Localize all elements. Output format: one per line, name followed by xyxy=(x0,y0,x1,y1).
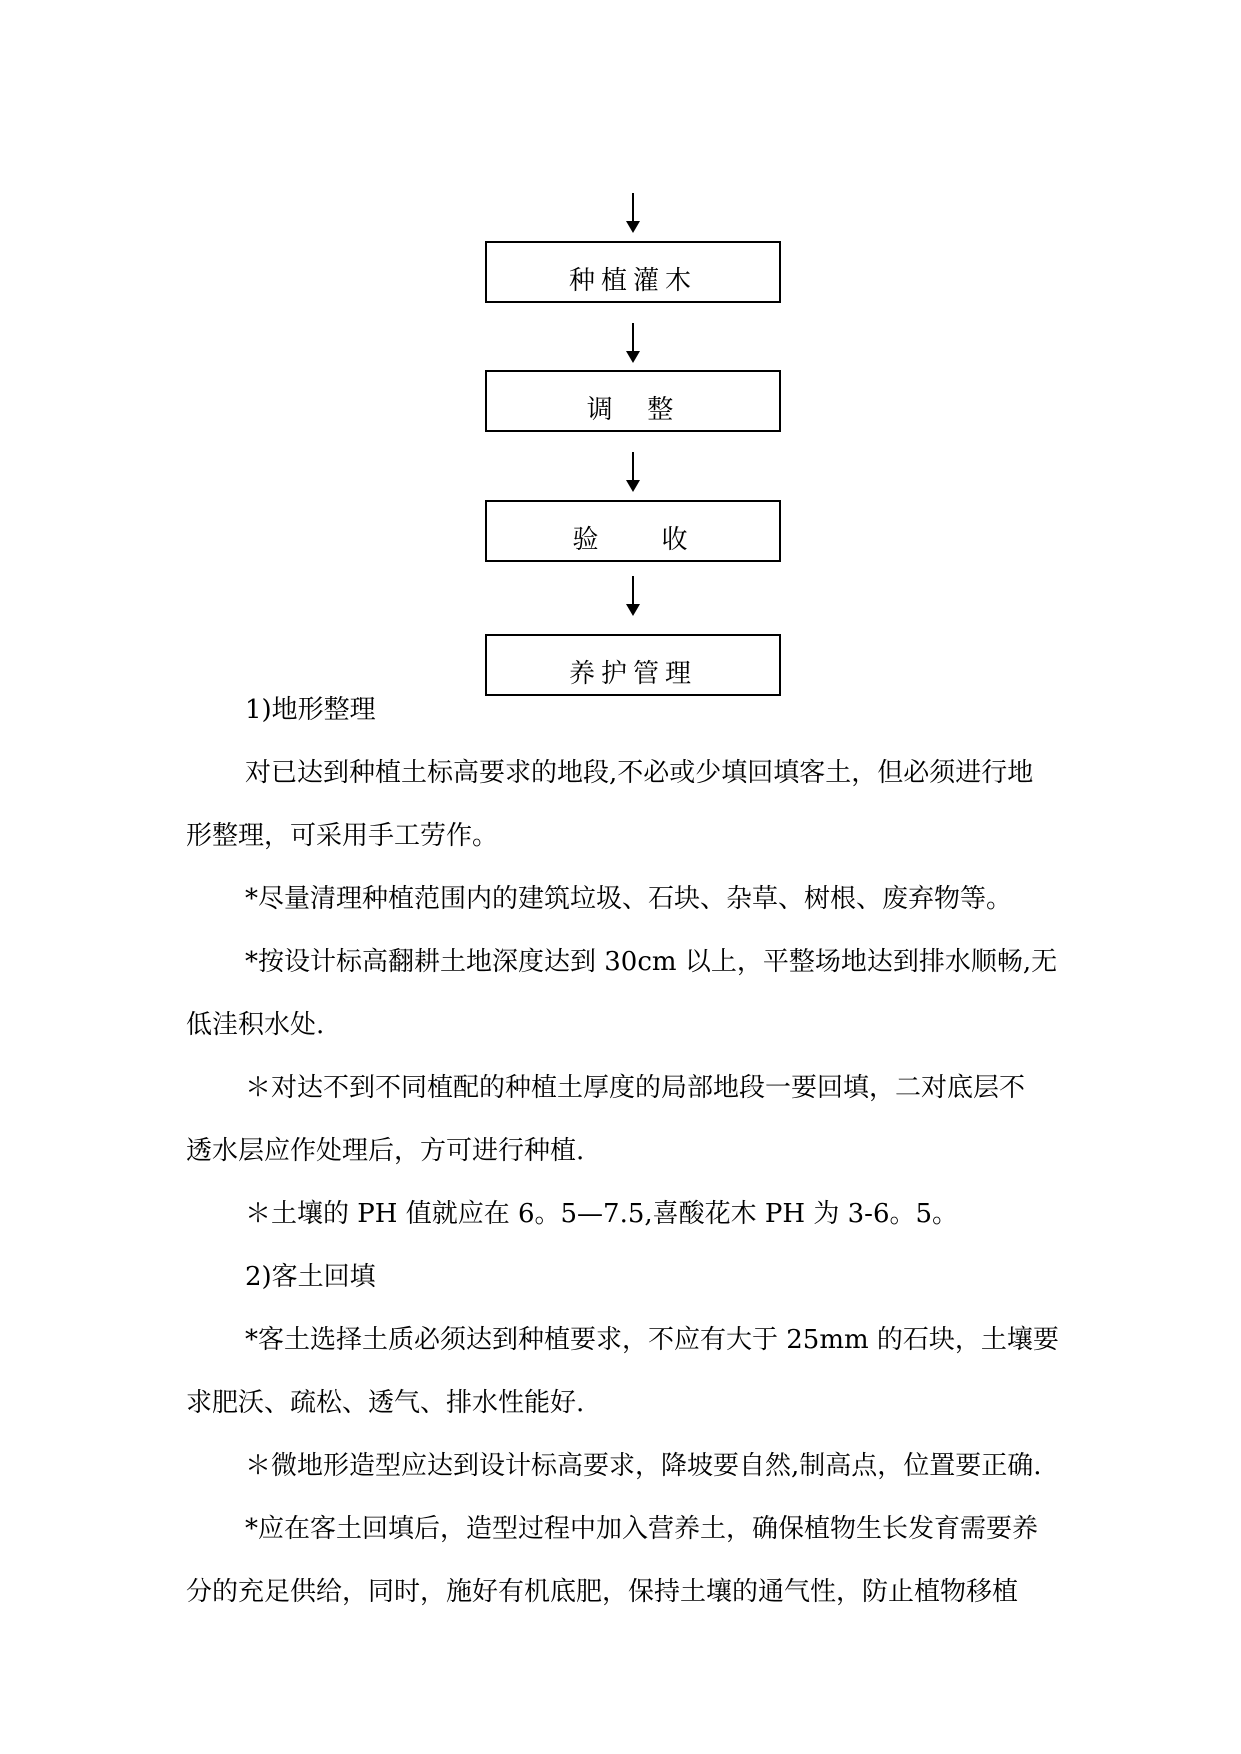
section-heading: 1)地形整理 xyxy=(245,695,376,725)
flow-step-adjust: 调 整 xyxy=(485,370,781,432)
paragraph-line: 透水层应作处理后，方可进行种植. xyxy=(186,1136,585,1166)
flow-arrow-icon xyxy=(626,576,640,616)
paragraph-line: 形整理，可采用手工劳作。 xyxy=(186,821,499,851)
flow-arrow-icon xyxy=(626,452,640,492)
paragraph-line: 对已达到种植土标高要求的地段,不必或少填回填客土，但必须进行地 xyxy=(245,758,1034,788)
bullet-line: *尽量清理种植范围内的建筑垃圾、石块、杂草、树根、废弃物等。 xyxy=(245,884,1013,914)
bullet-line: *按设计标高翻耕土地深度达到 30cm 以上，平整场地达到排水顺畅,无 xyxy=(245,947,1058,977)
paragraph-line: 低洼积水处. xyxy=(186,1010,325,1040)
flow-arrow-icon xyxy=(626,193,640,233)
paragraph-line: 分的充足供给，同时，施好有机底肥，保持土壤的通气性，防止植物移植 xyxy=(186,1577,1019,1607)
bullet-line: *应在客土回填后，造型过程中加入营养土，确保植物生长发育需要养 xyxy=(245,1514,1039,1544)
paragraph-line: 求肥沃、疏松、透气、排水性能好. xyxy=(186,1388,585,1418)
section-heading: 2)客土回填 xyxy=(245,1262,376,1292)
bullet-line: ＊对达不到不同植配的种植土厚度的局部地段一要回填，二对底层不 xyxy=(245,1073,1026,1103)
flow-step-plant-shrubs: 种植灌木 xyxy=(485,241,781,303)
bullet-line: *客土选择土质必须达到种植要求，不应有大于 25mm 的石块，土壤要 xyxy=(245,1325,1059,1355)
flow-step-acceptance: 验 收 xyxy=(485,500,781,562)
flow-step-maintenance: 养护管理 xyxy=(485,634,781,696)
bullet-line: ＊土壤的 PH 值就应在 6。5—7.5,喜酸花木 PH 为 3-6。5。 xyxy=(245,1199,959,1229)
bullet-line: ＊微地形造型应达到设计标高要求，降坡要自然,制高点，位置要正确. xyxy=(245,1451,1042,1481)
flow-arrow-icon xyxy=(626,323,640,363)
